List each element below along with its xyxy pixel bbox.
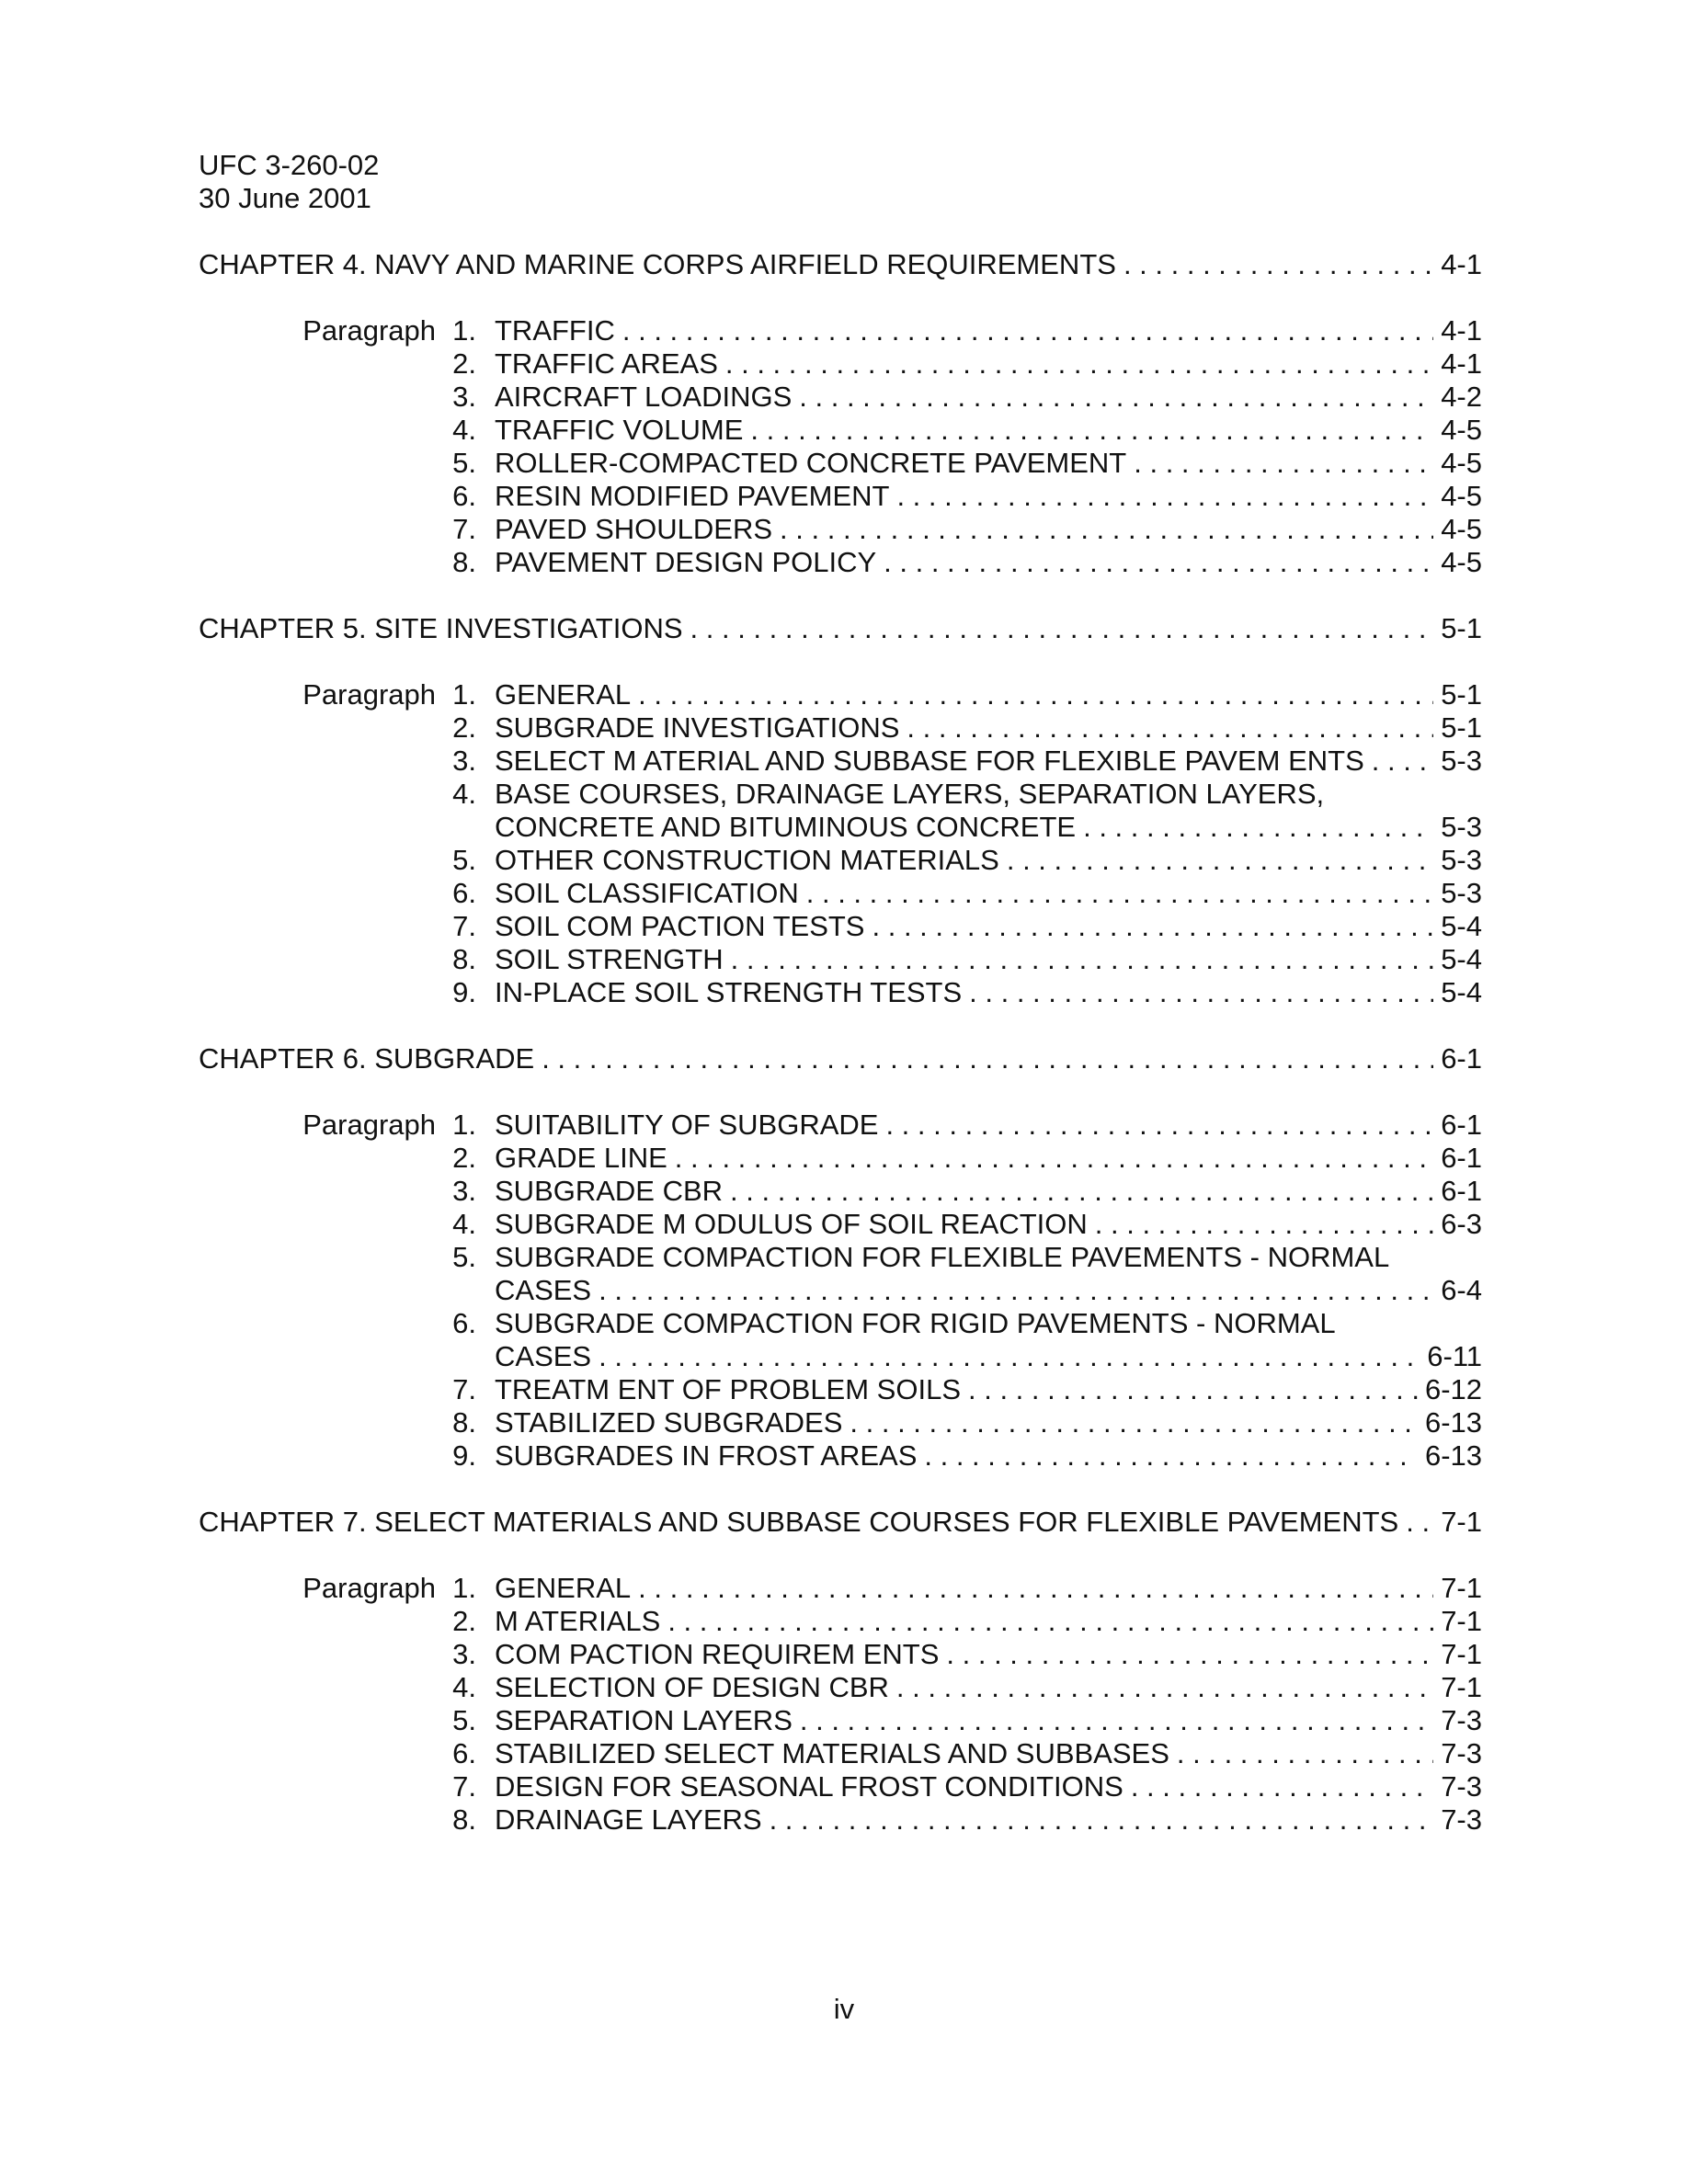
chapter-block <box>199 248 1482 579</box>
dot-leader <box>1123 248 1433 281</box>
paragraph-entry[interactable] <box>199 314 1482 347</box>
paragraph-entry[interactable] <box>199 447 1482 480</box>
paragraph-number: 4. <box>452 778 476 810</box>
paragraph-page-number: 7-1 <box>1441 1671 1482 1703</box>
paragraph-page-number: 5-4 <box>1441 943 1482 975</box>
paragraph-number: 3. <box>452 381 476 413</box>
dot-leader <box>850 1406 1418 1439</box>
paragraph-number: 7. <box>452 1373 476 1405</box>
paragraph-entry[interactable] <box>199 414 1482 447</box>
paragraph-title: IN-PLACE SOIL STRENGTH TESTS <box>495 976 963 1008</box>
dot-leader <box>1134 447 1433 480</box>
paragraph-title: M ATERIALS <box>495 1605 661 1637</box>
paragraph-number: 7. <box>452 1770 476 1803</box>
paragraph-title: TREATM ENT OF PROBLEM SOILS <box>495 1373 961 1405</box>
paragraph-number: 8. <box>452 546 476 578</box>
chapter-entry[interactable] <box>199 612 1482 645</box>
paragraph-page-number: 6-1 <box>1441 1175 1482 1207</box>
paragraph-entry[interactable] <box>199 1241 1482 1307</box>
paragraph-number: 4. <box>452 1671 476 1703</box>
paragraph-title: COM PACTION REQUIREM ENTS <box>495 1638 940 1670</box>
paragraph-page-number: 7-3 <box>1441 1737 1482 1769</box>
dot-leader <box>946 1638 1433 1671</box>
paragraph-number: 8. <box>452 1406 476 1439</box>
paragraph-number: 8. <box>452 1803 476 1836</box>
paragraph-page-number: 5-1 <box>1441 711 1482 744</box>
paragraph-title: SUBGRADES IN FROST AREAS <box>495 1439 918 1472</box>
paragraph-entry[interactable] <box>199 844 1482 877</box>
paragraph-title: SUBGRADE INVESTIGATIONS <box>495 711 900 744</box>
paragraph-number: 5. <box>452 1241 476 1273</box>
paragraph-number: 6. <box>452 877 476 909</box>
paragraph-number: 3. <box>452 1638 476 1670</box>
dot-leader <box>800 1704 1433 1737</box>
paragraph-title: CONCRETE AND BITUMINOUS CONCRETE <box>495 811 1077 843</box>
dot-leader <box>1083 811 1433 844</box>
paragraph-number: 7. <box>452 513 476 545</box>
paragraph-page-number: 6-1 <box>1441 1142 1482 1174</box>
paragraph-title: SUBGRADE M ODULUS OF SOIL REACTION <box>495 1208 1088 1240</box>
chapter-page-number: 4-1 <box>1441 248 1482 280</box>
paragraph-page-number: 5-4 <box>1441 910 1482 942</box>
paragraph-entry[interactable] <box>199 1770 1482 1803</box>
paragraph-prefix: Paragraph <box>302 314 436 347</box>
paragraph-entry[interactable] <box>199 1737 1482 1770</box>
chapter-entry[interactable] <box>199 1042 1482 1075</box>
dot-leader <box>1177 1737 1433 1770</box>
dot-leader <box>896 480 1433 513</box>
paragraph-number: 2. <box>452 1142 476 1174</box>
chapter-page-number: 6-1 <box>1441 1042 1482 1075</box>
document-id: UFC 3-260-02 <box>199 149 380 181</box>
paragraph-entry[interactable] <box>199 1406 1482 1439</box>
dot-leader <box>638 1572 1433 1605</box>
paragraph-entry[interactable] <box>199 1208 1482 1241</box>
paragraph-entry[interactable] <box>199 877 1482 910</box>
paragraph-page-number: 4-5 <box>1441 480 1482 512</box>
paragraph-entry[interactable] <box>199 778 1482 844</box>
paragraph-title: STABILIZED SUBGRADES <box>495 1406 843 1439</box>
paragraph-entry[interactable] <box>199 1572 1482 1605</box>
paragraph-number: 2. <box>452 347 476 380</box>
paragraph-page-number: 4-1 <box>1441 314 1482 347</box>
paragraph-page-number: 6-1 <box>1441 1109 1482 1141</box>
paragraph-page-number: 7-1 <box>1441 1605 1482 1637</box>
paragraph-entry[interactable] <box>199 910 1482 943</box>
dot-leader <box>896 1671 1433 1704</box>
chapter-entry[interactable] <box>199 1506 1482 1539</box>
paragraph-title: PAVEMENT DESIGN POLICY <box>495 546 877 578</box>
paragraph-number: 1. <box>452 1572 476 1604</box>
paragraph-title: SOIL CLASSIFICATION <box>495 877 799 909</box>
chapter-page-number: 5-1 <box>1441 612 1482 644</box>
dot-leader <box>667 1605 1433 1638</box>
paragraph-page-number: 6-3 <box>1441 1208 1482 1240</box>
paragraph-title: GENERAL <box>495 678 632 711</box>
paragraph-entry[interactable] <box>199 1803 1482 1837</box>
paragraph-number: 2. <box>452 711 476 744</box>
paragraph-title: STABILIZED SELECT MATERIALS AND SUBBASES <box>495 1737 1169 1769</box>
paragraph-page-number: 6-13 <box>1424 1406 1482 1439</box>
chapter-title: CHAPTER 6. SUBGRADE <box>199 1042 535 1075</box>
paragraph-entry[interactable] <box>199 381 1482 414</box>
dot-leader <box>806 877 1433 910</box>
paragraph-page-number: 5-4 <box>1441 976 1482 1008</box>
paragraph-number: 8. <box>452 943 476 975</box>
paragraph-page-number: 5-3 <box>1441 811 1482 843</box>
dot-leader <box>907 711 1433 745</box>
paragraph-title: PAVED SHOULDERS <box>495 513 773 545</box>
paragraph-page-number: 4-5 <box>1441 414 1482 446</box>
paragraph-title: TRAFFIC VOLUME <box>495 414 744 446</box>
paragraph-title: AIRCRAFT LOADINGS <box>495 381 793 413</box>
paragraph-number: 9. <box>452 976 476 1008</box>
paragraph-entry[interactable] <box>199 1175 1482 1208</box>
dot-leader <box>1131 1770 1433 1803</box>
paragraph-number: 3. <box>452 1175 476 1207</box>
dot-leader <box>969 976 1433 1009</box>
paragraph-title: TRAFFIC AREAS <box>495 347 718 380</box>
paragraph-entry[interactable] <box>199 480 1482 513</box>
paragraph-entry[interactable] <box>199 513 1482 546</box>
paragraph-title: DRAINAGE LAYERS <box>495 1803 762 1836</box>
paragraph-list <box>199 1109 1482 1473</box>
paragraph-title: GENERAL <box>495 1572 632 1604</box>
paragraph-entry[interactable] <box>199 1605 1482 1638</box>
paragraph-entry[interactable] <box>199 1439 1482 1473</box>
dot-leader <box>1007 844 1433 877</box>
paragraph-number: 5. <box>452 447 476 479</box>
dot-leader <box>750 414 1433 447</box>
chapter-title: CHAPTER 5. SITE INVESTIGATIONS <box>199 612 683 644</box>
paragraph-page-number: 7-3 <box>1441 1770 1482 1803</box>
dot-leader <box>731 943 1434 976</box>
paragraph-title: BASE COURSES, DRAINAGE LAYERS, SEPARATION LAYERS, <box>495 778 1325 810</box>
paragraph-page-number: 5-1 <box>1441 678 1482 711</box>
dot-leader <box>770 1803 1434 1837</box>
paragraph-number: 9. <box>452 1439 476 1472</box>
chapter-block <box>199 1042 1482 1473</box>
paragraph-number: 5. <box>452 844 476 876</box>
paragraph-page-number: 7-1 <box>1441 1638 1482 1670</box>
paragraph-title: SEPARATION LAYERS <box>495 1704 793 1736</box>
paragraph-title: SOIL STRENGTH <box>495 943 724 975</box>
dot-leader <box>542 1042 1433 1075</box>
paragraph-page-number: 4-5 <box>1441 546 1482 578</box>
chapter-page-number: 7-1 <box>1441 1506 1482 1538</box>
paragraph-number: 4. <box>452 1208 476 1240</box>
paragraph-number: 6. <box>452 480 476 512</box>
paragraph-entry[interactable] <box>199 1373 1482 1406</box>
paragraph-prefix: Paragraph <box>302 1109 436 1141</box>
paragraph-title: SUITABILITY OF SUBGRADE <box>495 1109 879 1141</box>
paragraph-number: 1. <box>452 678 476 711</box>
paragraph-page-number: 4-1 <box>1441 347 1482 380</box>
paragraph-entry[interactable] <box>199 1671 1482 1704</box>
paragraph-page-number: 7-3 <box>1441 1704 1482 1736</box>
paragraph-number: 3. <box>452 745 476 777</box>
dot-leader <box>690 612 1434 645</box>
dot-leader <box>1406 1506 1433 1539</box>
paragraph-title: GRADE LINE <box>495 1142 667 1174</box>
dot-leader <box>780 513 1433 546</box>
paragraph-list <box>199 314 1482 579</box>
paragraph-page-number: 5-3 <box>1441 844 1482 876</box>
document-date: 30 June 2001 <box>199 182 371 214</box>
dot-leader <box>1095 1208 1433 1241</box>
paragraph-number: 5. <box>452 1704 476 1736</box>
paragraph-entry[interactable] <box>199 1142 1482 1175</box>
dot-leader <box>924 1439 1418 1473</box>
dot-leader <box>873 910 1434 943</box>
paragraph-number: 1. <box>452 1109 476 1141</box>
table-of-contents <box>199 248 1482 1837</box>
paragraph-entry[interactable] <box>199 745 1482 778</box>
paragraph-page-number: 4-5 <box>1441 447 1482 479</box>
paragraph-title: OTHER CONSTRUCTION MATERIALS <box>495 844 999 876</box>
dot-leader <box>885 1109 1433 1142</box>
paragraph-title: SUBGRADE COMPACTION FOR FLEXIBLE PAVEMENTS - NORMAL <box>495 1241 1390 1273</box>
paragraph-page-number: 4-2 <box>1441 381 1482 413</box>
paragraph-title: TRAFFIC <box>495 314 615 347</box>
dot-leader <box>622 314 1433 347</box>
chapter-block <box>199 1506 1482 1837</box>
paragraph-entry[interactable] <box>199 976 1482 1009</box>
paragraph-number: 6. <box>452 1737 476 1769</box>
dot-leader <box>599 1340 1420 1373</box>
document-header <box>199 149 379 215</box>
paragraph-prefix: Paragraph <box>302 678 436 711</box>
dot-leader <box>799 381 1433 414</box>
paragraph-page-number: 5-3 <box>1441 745 1482 777</box>
paragraph-list <box>199 678 1482 1009</box>
paragraph-entry[interactable] <box>199 1307 1482 1373</box>
dot-leader <box>638 678 1433 711</box>
paragraph-number: 6. <box>452 1307 476 1339</box>
paragraph-prefix: Paragraph <box>302 1572 436 1604</box>
dot-leader <box>730 1175 1433 1208</box>
paragraph-title: DESIGN FOR SEASONAL FROST CONDITIONS <box>495 1770 1123 1803</box>
paragraph-page-number: 6-13 <box>1424 1439 1482 1472</box>
paragraph-title: CASES <box>495 1274 592 1306</box>
dot-leader <box>599 1274 1433 1307</box>
chapter-entry[interactable] <box>199 248 1482 281</box>
paragraph-title: SUBGRADE CBR <box>495 1175 724 1207</box>
paragraph-title: SELECTION OF DESIGN CBR <box>495 1671 889 1703</box>
paragraph-page-number: 6-12 <box>1424 1373 1482 1405</box>
paragraph-entry[interactable] <box>199 711 1482 745</box>
paragraph-number: 7. <box>452 910 476 942</box>
paragraph-number: 1. <box>452 314 476 347</box>
paragraph-page-number: 6-4 <box>1441 1274 1482 1306</box>
paragraph-title: CASES <box>495 1340 592 1372</box>
chapter-title: CHAPTER 4. NAVY AND MARINE CORPS AIRFIELD REQUIREMENTS <box>199 248 1116 280</box>
paragraph-page-number: 5-3 <box>1441 877 1482 909</box>
dot-leader <box>1372 745 1433 778</box>
paragraph-title: ROLLER-COMPACTED CONCRETE PAVEMENT <box>495 447 1127 479</box>
paragraph-page-number: 7-3 <box>1441 1803 1482 1836</box>
paragraph-entry[interactable] <box>199 1109 1482 1142</box>
paragraph-entry[interactable] <box>199 943 1482 976</box>
paragraph-entry[interactable] <box>199 1704 1482 1737</box>
paragraph-number: 4. <box>452 414 476 446</box>
dot-leader <box>968 1373 1418 1406</box>
chapter-block <box>199 612 1482 1009</box>
paragraph-page-number: 7-1 <box>1441 1572 1482 1604</box>
paragraph-entry[interactable] <box>199 1638 1482 1671</box>
paragraph-title: SOIL COM PACTION TESTS <box>495 910 865 942</box>
dot-leader <box>675 1142 1433 1175</box>
page-number: iv <box>833 1993 855 2025</box>
paragraph-title: SUBGRADE COMPACTION FOR RIGID PAVEMENTS - NORMAL <box>495 1307 1336 1339</box>
dot-leader <box>884 546 1433 579</box>
paragraph-list <box>199 1572 1482 1837</box>
paragraph-entry[interactable] <box>199 347 1482 381</box>
paragraph-page-number: 6-11 <box>1427 1340 1482 1372</box>
dot-leader <box>725 347 1433 381</box>
paragraph-number: 2. <box>452 1605 476 1637</box>
paragraph-page-number: 4-5 <box>1441 513 1482 545</box>
chapter-title: CHAPTER 7. SELECT MATERIALS AND SUBBASE COURSES FOR FLEXIBLE PAVEMENTS <box>199 1506 1399 1538</box>
paragraph-title: SELECT M ATERIAL AND SUBBASE FOR FLEXIBLE PAVEM ENTS <box>495 745 1364 777</box>
paragraph-entry[interactable] <box>199 678 1482 711</box>
paragraph-entry[interactable] <box>199 546 1482 579</box>
paragraph-title: RESIN MODIFIED PAVEMENT <box>495 480 890 512</box>
